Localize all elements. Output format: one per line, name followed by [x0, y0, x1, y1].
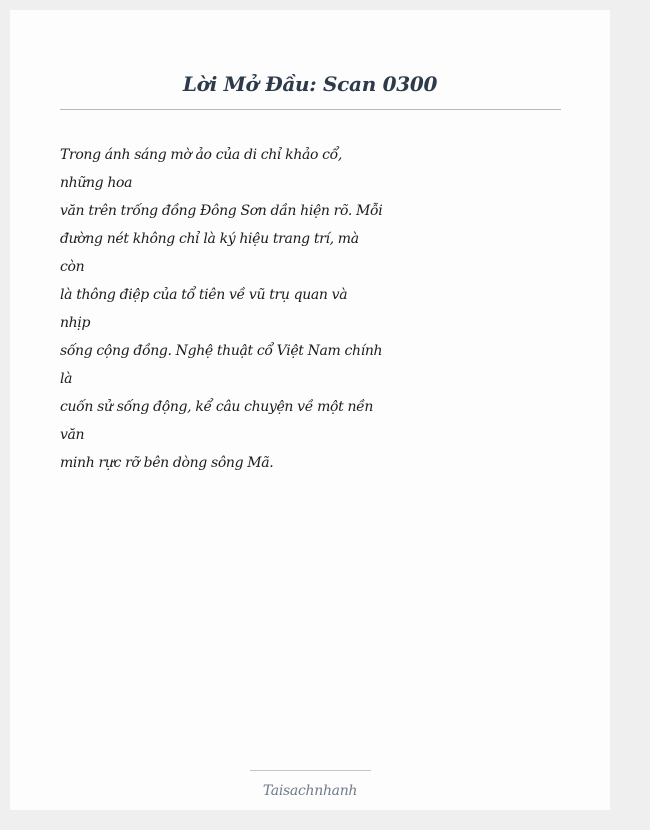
title-divider	[60, 109, 561, 110]
body-line: là	[60, 371, 73, 387]
document-page	[10, 10, 610, 810]
body-text	[60, 141, 460, 477]
body-line: cuốn sử sống động, kể câu chuyện về một nền	[60, 399, 374, 415]
body-line: văn trên trống đồng Đông Sơn dần hiện rõ. Mỗi	[60, 203, 383, 219]
page-title: Lời Mở Đầu: Scan 0300	[182, 72, 438, 96]
body-line: Trong ánh sáng mờ ảo của di chỉ khảo cổ,	[60, 147, 342, 163]
body-line: còn	[60, 259, 85, 275]
body-line: sống cộng đồng. Nghệ thuật cổ Việt Nam chính	[60, 343, 383, 359]
footer-source: Taisachnhanh	[262, 783, 358, 799]
body-line: văn	[60, 427, 85, 443]
footer-divider	[250, 770, 371, 771]
body-line: là thông điệp của tổ tiên về vũ trụ quan và	[60, 287, 348, 303]
body-line: minh rực rỡ bên dòng sông Mã.	[60, 455, 274, 471]
body-line: những hoa	[60, 175, 133, 191]
body-line: nhịp	[60, 315, 91, 331]
body-line: đường nét không chỉ là ký hiệu trang trí, mà	[60, 231, 359, 247]
